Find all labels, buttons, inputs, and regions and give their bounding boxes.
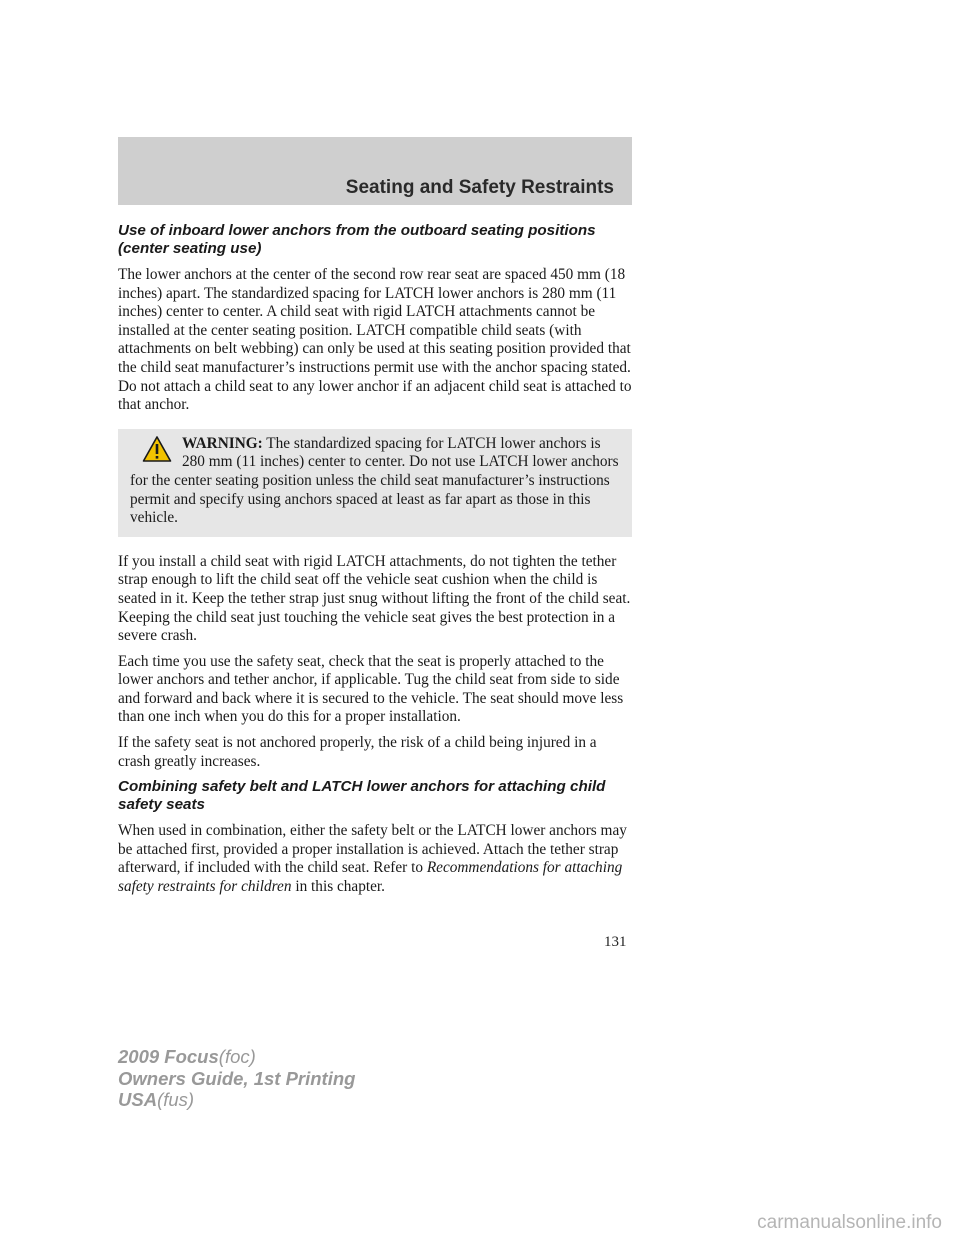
warning-box bbox=[118, 429, 632, 537]
page-content bbox=[118, 222, 632, 904]
warning-body: The standardized spacing for LATCH lower anchors is 280 mm (11 inches) center to center. Do not use LATCH lower anchors for the center seating position unless the child seat manufacturer’s instructions permit and specify using anchors spaced at least as far apart as those in this vehicle. bbox=[130, 434, 619, 527]
warning-text bbox=[130, 435, 624, 528]
footer-line-market bbox=[118, 1089, 355, 1111]
footer-line-model bbox=[118, 1046, 355, 1068]
watermark: carmanualsonline.info bbox=[757, 1212, 942, 1233]
footer-model: 2009 Focus bbox=[118, 1046, 219, 1067]
footer-model-code: (foc) bbox=[218, 1046, 256, 1067]
warning-label: WARNING: bbox=[182, 434, 263, 452]
page-number: 131 bbox=[604, 934, 627, 950]
paragraph-text: When used in combination, either the safety belt or the LATCH lower anchors may be attached first, provided a proper installation is achieved. Attach the tether strap afterward, if included with the child seat. Refer to bbox=[118, 822, 627, 877]
body-paragraph bbox=[118, 822, 632, 896]
footer-market: USA bbox=[118, 1089, 158, 1110]
cross-reference-link[interactable]: Recommendations for attaching safety restraints for children bbox=[118, 859, 623, 896]
body-paragraph: Each time you use the safety seat, check that the seat is properly attached to the lower anchors and tether anchor, if applicable. Tug the child seat from side to side and forward and back where it is secured to the vehicle. The seat should move less than one inch when you do this for a proper installation. bbox=[118, 652, 624, 726]
footer-line-printing bbox=[118, 1068, 355, 1090]
body-paragraph: If you install a child seat with rigid LATCH attachments, do not tighten the tether strap enough to lift the child seat off the vehicle seat cushion when the child is seated in it. Keep the tether strap just snug without lifting the front of the child seat. Keeping the child seat just touching the vehicle seat gives the best protection in a severe crash. bbox=[118, 552, 631, 645]
footer-printing: Owners Guide, 1st Printing bbox=[118, 1067, 356, 1089]
section-heading-center-seating: Use of inboard lower anchors from the outboard seating positions (center seating use) bbox=[118, 222, 596, 257]
body-paragraph: If the safety seat is not anchored properly, the risk of a child being injured in a crash greatly increases. bbox=[118, 734, 597, 770]
footer-imprint bbox=[118, 1046, 355, 1111]
paragraph-text: in this chapter. bbox=[291, 878, 385, 896]
body-paragraph: The lower anchors at the center of the second row rear seat are spaced 450 mm (18 inches) apart. The standardized spacing for LATCH lower anchors is 280 mm (11 inches) center to center. A child seat with rigid LATCH attachments cannot be installed at the center seating position. LATCH compatible child seats (with attachments on belt webbing) can only be used at this seating position provided that the child seat manufacturer’s instructions permit use with the anchor spacing stated. Do not attach a child seat to any lower anchor if an adjacent child seat is attached to that anchor. bbox=[118, 266, 632, 414]
chapter-header-band bbox=[118, 137, 632, 205]
section-heading-combining: Combining safety belt and LATCH lower anchors for attaching child safety seats bbox=[118, 778, 606, 814]
chapter-title: Seating and Safety Restraints bbox=[345, 177, 614, 198]
warning-triangle-icon bbox=[142, 435, 172, 463]
footer-market-code: (fus) bbox=[157, 1089, 195, 1110]
